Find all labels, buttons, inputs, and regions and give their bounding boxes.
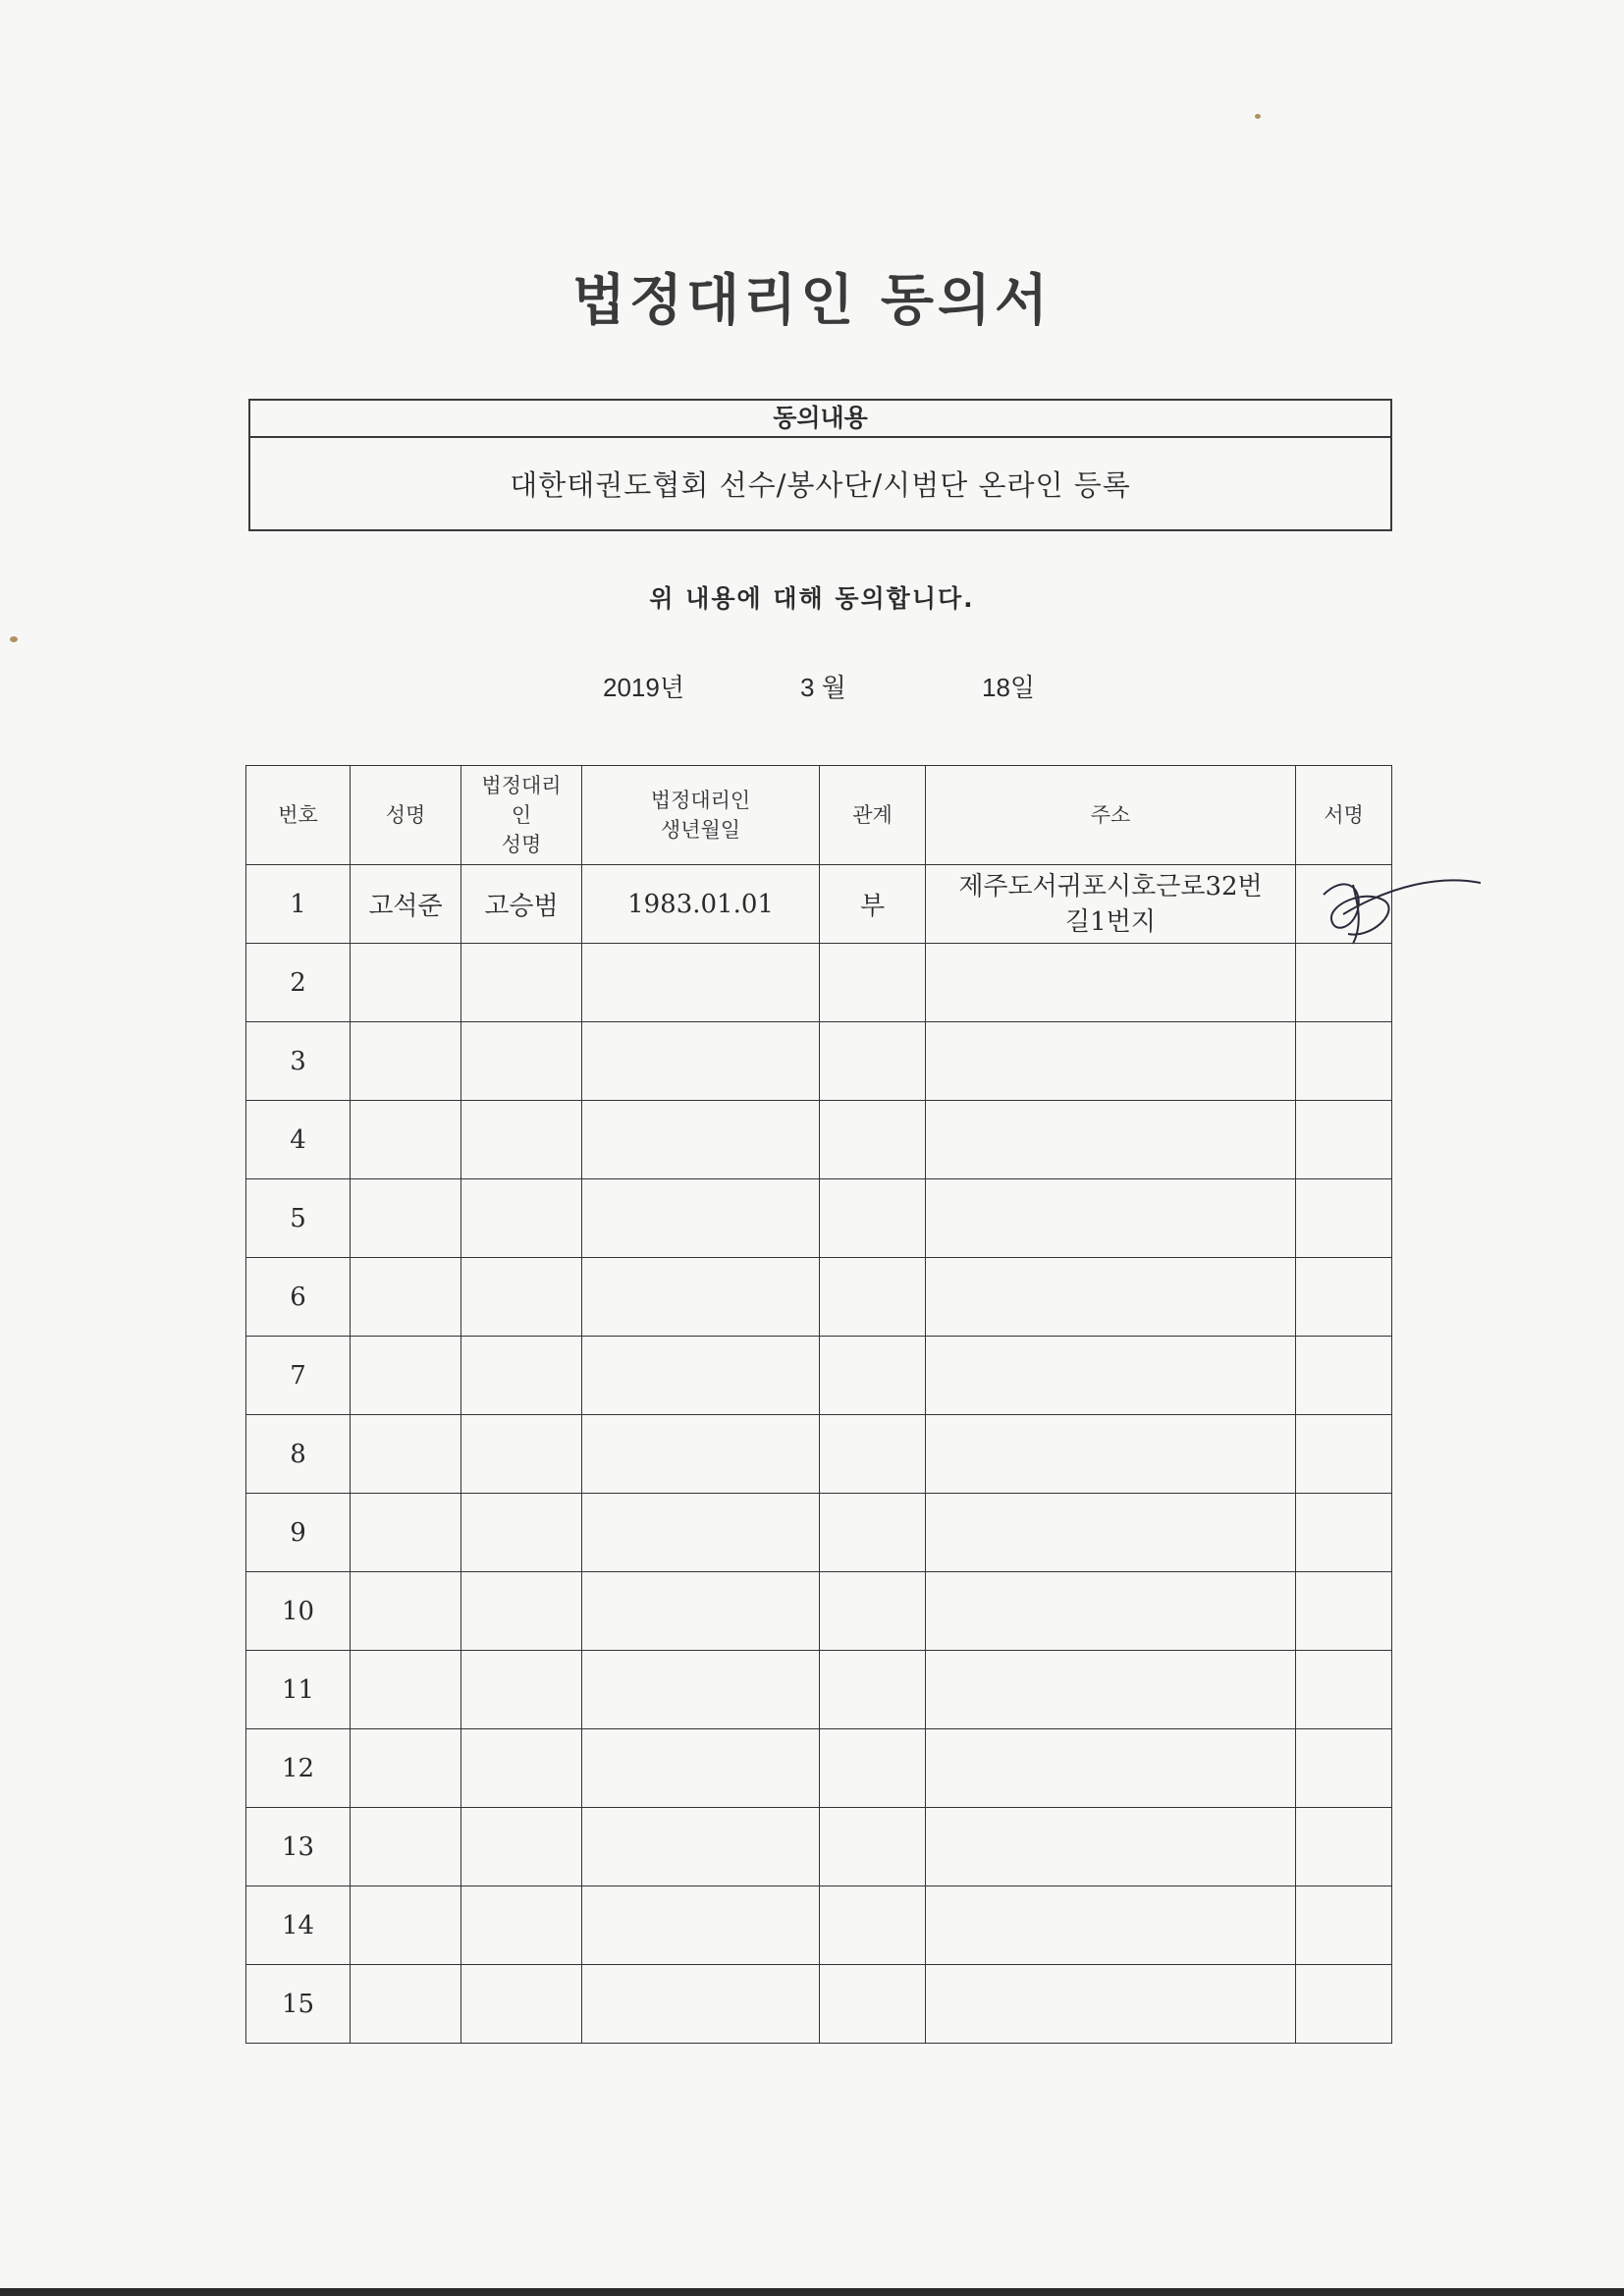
cell-address xyxy=(926,1808,1296,1886)
cell-number: 7 xyxy=(246,1337,351,1415)
cell-guardian-name xyxy=(461,1572,582,1651)
cell-relation xyxy=(820,1022,926,1101)
cell-relation xyxy=(820,1651,926,1729)
cell-guardian-name xyxy=(461,1258,582,1337)
cell-signature xyxy=(1296,1494,1392,1572)
cell-number: 11 xyxy=(246,1651,351,1729)
cell-name xyxy=(351,1179,461,1258)
cell-guardian-name xyxy=(461,1101,582,1179)
handwritten-signature xyxy=(1304,855,1481,954)
table-row xyxy=(246,1729,1392,1808)
cell-relation xyxy=(820,1886,926,1965)
cell-guardian-birthdate xyxy=(582,1965,820,2044)
agree-statement: 위 내용에 대해 동의합니다. xyxy=(649,584,975,613)
cell-guardian-name xyxy=(461,1808,582,1886)
cell-address xyxy=(926,1101,1296,1179)
cell-guardian-birthdate xyxy=(582,1179,820,1258)
roster-body xyxy=(246,865,1392,2044)
cell-signature xyxy=(1296,1572,1392,1651)
page-title: 법정대리인 동의서 xyxy=(571,269,1053,333)
cell-name xyxy=(351,1337,461,1415)
cell-number: 6 xyxy=(246,1258,351,1337)
cell-signature xyxy=(1296,1886,1392,1965)
cell-number: 8 xyxy=(246,1415,351,1494)
table-row xyxy=(246,1022,1392,1101)
cell-address: 제주도서귀포시호근로32번 길1번지 xyxy=(926,865,1296,944)
header-address: 주소 xyxy=(926,766,1296,865)
cell-number: 15 xyxy=(246,1965,351,2044)
cell-signature xyxy=(1296,1415,1392,1494)
cell-guardian-birthdate xyxy=(582,1729,820,1808)
date-day: 18일 xyxy=(982,673,1036,702)
cell-guardian-name xyxy=(461,1415,582,1494)
cell-relation xyxy=(820,1337,926,1415)
cell-guardian-birthdate xyxy=(582,1808,820,1886)
cell-signature xyxy=(1296,944,1392,1022)
date-month: 3 월 xyxy=(800,673,846,702)
cell-signature xyxy=(1296,865,1392,944)
cell-address xyxy=(926,1886,1296,1965)
cell-signature xyxy=(1296,1179,1392,1258)
table-row xyxy=(246,1494,1392,1572)
cell-guardian-birthdate xyxy=(582,1651,820,1729)
cell-address xyxy=(926,1415,1296,1494)
cell-name xyxy=(351,1572,461,1651)
cell-relation xyxy=(820,1729,926,1808)
cell-signature xyxy=(1296,1022,1392,1101)
cell-relation xyxy=(820,1572,926,1651)
table-row xyxy=(246,1651,1392,1729)
cell-guardian-birthdate xyxy=(582,1022,820,1101)
table-row xyxy=(246,1572,1392,1651)
cell-number: 12 xyxy=(246,1729,351,1808)
cell-address xyxy=(926,1729,1296,1808)
cell-guardian-name xyxy=(461,1179,582,1258)
table-row xyxy=(246,1258,1392,1337)
cell-number: 2 xyxy=(246,944,351,1022)
cell-address xyxy=(926,1179,1296,1258)
table-header-row xyxy=(246,766,1392,865)
cell-number: 5 xyxy=(246,1179,351,1258)
header-guardian-name: 법정대리 인 성명 xyxy=(461,766,582,865)
date-year: 2019년 xyxy=(603,673,684,702)
cell-address xyxy=(926,1258,1296,1337)
cell-relation xyxy=(820,1965,926,2044)
cell-name xyxy=(351,944,461,1022)
table-row xyxy=(246,1415,1392,1494)
cell-guardian-name xyxy=(461,1651,582,1729)
consent-header: 동의내용 xyxy=(250,401,1390,438)
cell-guardian-birthdate xyxy=(582,1258,820,1337)
cell-name xyxy=(351,1729,461,1808)
cell-name xyxy=(351,1022,461,1101)
consent-box xyxy=(248,399,1392,531)
cell-guardian-birthdate xyxy=(582,1337,820,1415)
header-guardian-birthdate: 법정대리인 생년월일 xyxy=(582,766,820,865)
cell-signature xyxy=(1296,1729,1392,1808)
cell-number: 14 xyxy=(246,1886,351,1965)
table-row xyxy=(246,1179,1392,1258)
cell-address xyxy=(926,1651,1296,1729)
cell-name xyxy=(351,1258,461,1337)
cell-name xyxy=(351,1965,461,2044)
cell-signature xyxy=(1296,1101,1392,1179)
cell-guardian-birthdate xyxy=(582,1101,820,1179)
header-signature: 서명 xyxy=(1296,766,1392,865)
cell-guardian-name xyxy=(461,1022,582,1101)
cell-guardian-birthdate xyxy=(582,1494,820,1572)
cell-guardian-name xyxy=(461,1729,582,1808)
cell-name xyxy=(351,1415,461,1494)
cell-number: 1 xyxy=(246,865,351,944)
cell-address xyxy=(926,1022,1296,1101)
cell-guardian-name: 고승범 xyxy=(461,865,582,944)
cell-guardian-birthdate xyxy=(582,944,820,1022)
cell-relation xyxy=(820,1101,926,1179)
cell-relation xyxy=(820,1258,926,1337)
cell-guardian-name xyxy=(461,1337,582,1415)
cell-relation xyxy=(820,944,926,1022)
cell-signature xyxy=(1296,1965,1392,2044)
cell-relation xyxy=(820,1179,926,1258)
cell-name xyxy=(351,1808,461,1886)
table-row xyxy=(246,944,1392,1022)
cell-signature xyxy=(1296,1808,1392,1886)
signature-stroke xyxy=(1324,880,1481,944)
cell-relation xyxy=(820,1808,926,1886)
scan-edge xyxy=(0,2288,1624,2296)
scan-speck xyxy=(1255,114,1261,119)
cell-address xyxy=(926,1572,1296,1651)
cell-relation: 부 xyxy=(820,865,926,944)
cell-number: 3 xyxy=(246,1022,351,1101)
table-row xyxy=(246,1337,1392,1415)
cell-guardian-birthdate: 1983.01.01 xyxy=(582,865,820,944)
cell-number: 10 xyxy=(246,1572,351,1651)
cell-address xyxy=(926,1337,1296,1415)
cell-name xyxy=(351,1651,461,1729)
cell-number: 13 xyxy=(246,1808,351,1886)
header-number: 번호 xyxy=(246,766,351,865)
cell-name: 고석준 xyxy=(351,865,461,944)
cell-guardian-birthdate xyxy=(582,1415,820,1494)
cell-address xyxy=(926,1965,1296,2044)
cell-address xyxy=(926,944,1296,1022)
cell-relation xyxy=(820,1415,926,1494)
cell-guardian-name xyxy=(461,944,582,1022)
roster-table xyxy=(245,765,1392,2044)
cell-signature xyxy=(1296,1651,1392,1729)
cell-name xyxy=(351,1494,461,1572)
header-name: 성명 xyxy=(351,766,461,865)
cell-name xyxy=(351,1886,461,1965)
header-relation: 관계 xyxy=(820,766,926,865)
table-row xyxy=(246,1965,1392,2044)
table-row xyxy=(246,865,1392,944)
table-row xyxy=(246,1886,1392,1965)
cell-number: 4 xyxy=(246,1101,351,1179)
scan-speck xyxy=(10,636,18,642)
table-row xyxy=(246,1101,1392,1179)
cell-guardian-birthdate xyxy=(582,1572,820,1651)
cell-signature xyxy=(1296,1258,1392,1337)
table-row xyxy=(246,1808,1392,1886)
cell-guardian-birthdate xyxy=(582,1886,820,1965)
consent-body: 대한태권도협회 선수/봉사단/시범단 온라인 등록 xyxy=(510,468,1131,502)
cell-guardian-name xyxy=(461,1886,582,1965)
cell-signature xyxy=(1296,1337,1392,1415)
cell-name xyxy=(351,1101,461,1179)
cell-address xyxy=(926,1494,1296,1572)
cell-relation xyxy=(820,1494,926,1572)
cell-number: 9 xyxy=(246,1494,351,1572)
cell-guardian-name xyxy=(461,1965,582,2044)
cell-guardian-name xyxy=(461,1494,582,1572)
